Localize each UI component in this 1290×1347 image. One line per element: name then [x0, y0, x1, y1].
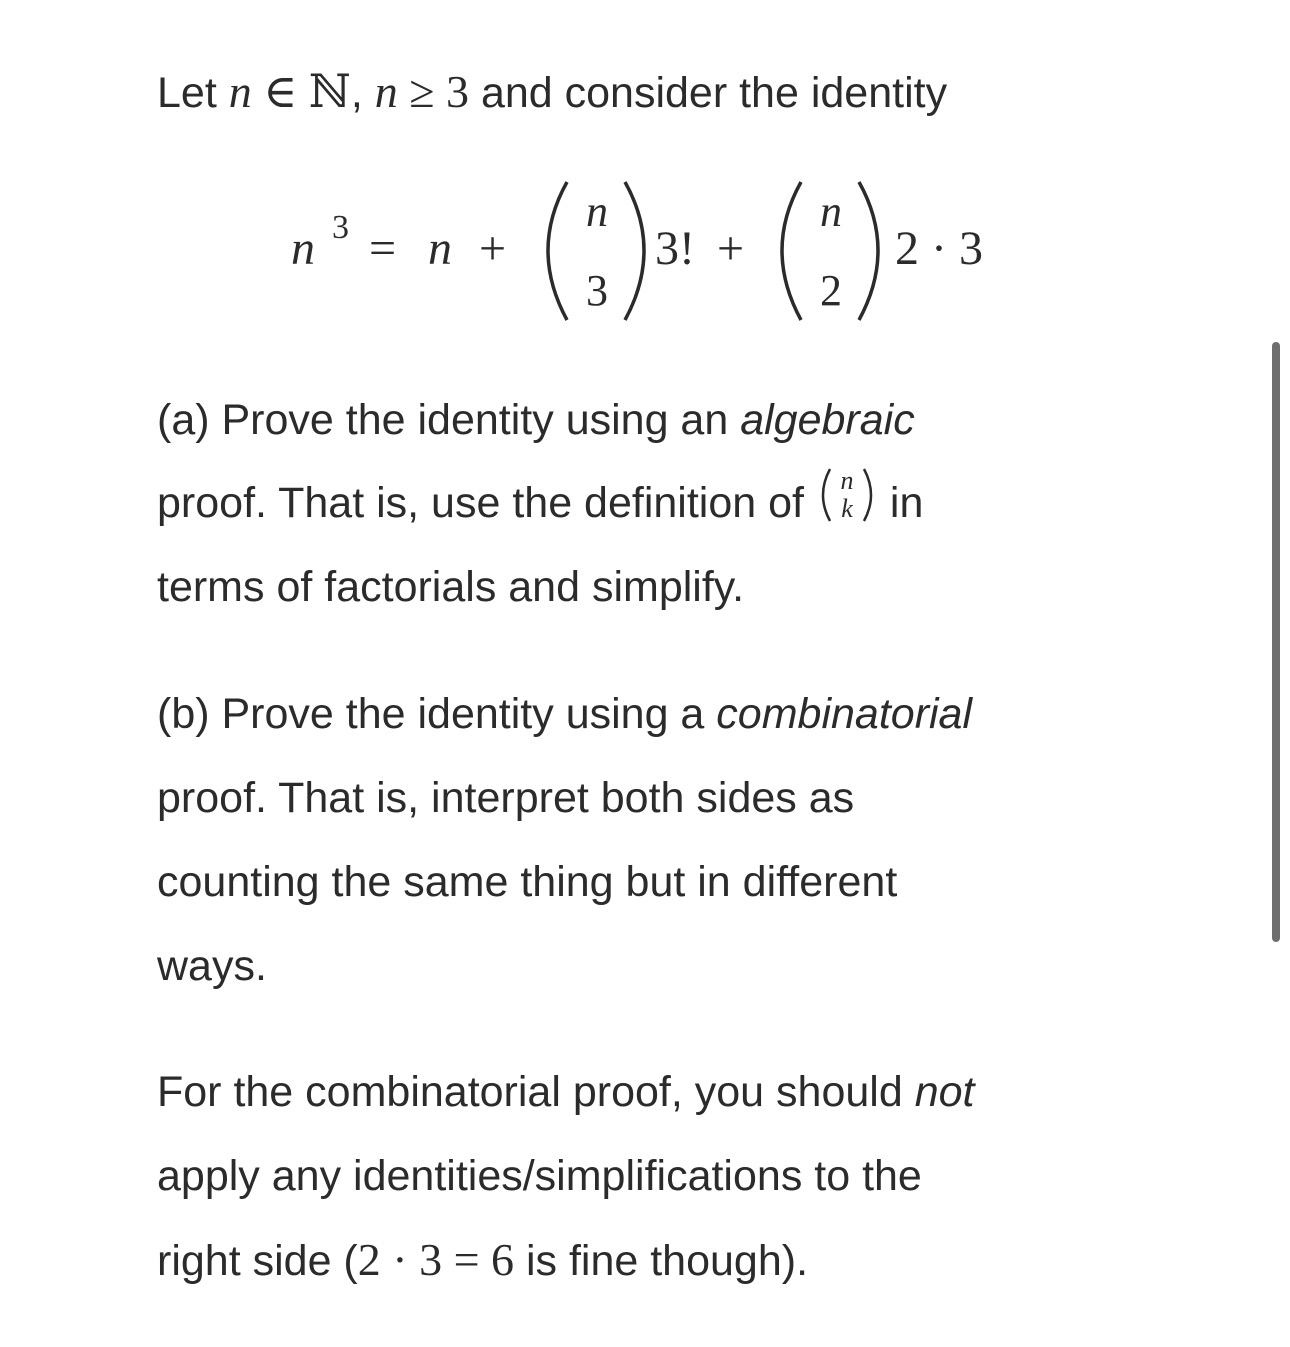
eq-plus-2: + [717, 222, 745, 275]
binom1-bottom: 3 [586, 266, 608, 315]
eq-plus-1: + [479, 222, 507, 275]
part-a-line-2-suffix: in [877, 479, 924, 527]
note-line-1 [157, 1050, 1157, 1134]
binom2-bottom: 2 [820, 266, 842, 315]
intro-n2: n [374, 66, 398, 117]
part-b-line-2-text: proof. That is, interpret both sides as [157, 774, 855, 822]
identity-equation [157, 160, 1157, 340]
eq-lhs-base: n [291, 222, 315, 275]
note-prefix: For the combinatorial proof, you should [157, 1068, 915, 1116]
eq-factorial: 3! [655, 222, 695, 275]
intro-naturals: ℕ [308, 66, 351, 117]
binom2-left-paren [782, 182, 801, 320]
note-line-3 [157, 1218, 1157, 1303]
part-a-prefix: (a) Prove the identity using an [157, 396, 741, 444]
intro-prefix: Let [157, 69, 229, 117]
binom1-top: n [586, 187, 608, 236]
part-b-line-4-text: ways. [157, 942, 267, 990]
part-a-line-2-prefix: proof. That is, use the definition of [157, 479, 816, 527]
part-b-line-2 [157, 756, 1157, 840]
eq-equals: = [369, 222, 397, 275]
note-line-2 [157, 1134, 1157, 1218]
note-line-3-prefix: right side ( [157, 1237, 358, 1285]
binom1-left-paren [548, 182, 567, 320]
note-emphasis: not [914, 1068, 975, 1116]
part-b-prefix: (b) Prove the identity using a [157, 690, 717, 738]
inline-binom-left-paren [823, 469, 830, 521]
binom2-right-paren [859, 182, 878, 320]
part-b-line-1 [157, 672, 1157, 756]
part-a-line-1 [157, 378, 1157, 462]
intro-line [157, 50, 1157, 135]
part-b-line-3-text: counting the same thing but in different [157, 858, 898, 906]
part-a-line-3-text: terms of factorials and simplify. [157, 563, 745, 611]
intro-n1: n [228, 66, 252, 117]
vertical-scrollbar[interactable] [1272, 342, 1280, 942]
intro-three: 3 [446, 66, 469, 117]
intro-geq: ≥ [397, 66, 446, 117]
part-b-line-3 [157, 840, 1157, 924]
inline-binomial [816, 465, 878, 525]
eq-tail: 2 · 3 [895, 222, 983, 275]
inline-binom-right-paren [864, 469, 871, 521]
note-math: 2 · 3 = 6 [357, 1234, 515, 1285]
eq-lhs-exponent: 3 [332, 209, 349, 246]
part-a-line-3 [157, 545, 1157, 629]
eq-n: n [428, 222, 452, 275]
part-a-emphasis: algebraic [740, 396, 915, 444]
part-a-line-2 [157, 461, 1157, 545]
inline-binom-bottom: k [841, 494, 853, 523]
part-b-line-4 [157, 924, 1157, 1008]
note-line-2-text: apply any identities/simplifications to the [157, 1152, 922, 1200]
binom2-top: n [820, 187, 842, 236]
inline-binom-top: n [840, 466, 854, 495]
binom1-right-paren [625, 182, 644, 320]
note-line-3-suffix: is fine though). [514, 1237, 809, 1285]
intro-comma: , [350, 69, 375, 117]
intro-suffix: and consider the identity [469, 69, 948, 117]
intro-element-of: ∈ [251, 66, 309, 117]
part-b-emphasis: combinatorial [716, 690, 973, 738]
